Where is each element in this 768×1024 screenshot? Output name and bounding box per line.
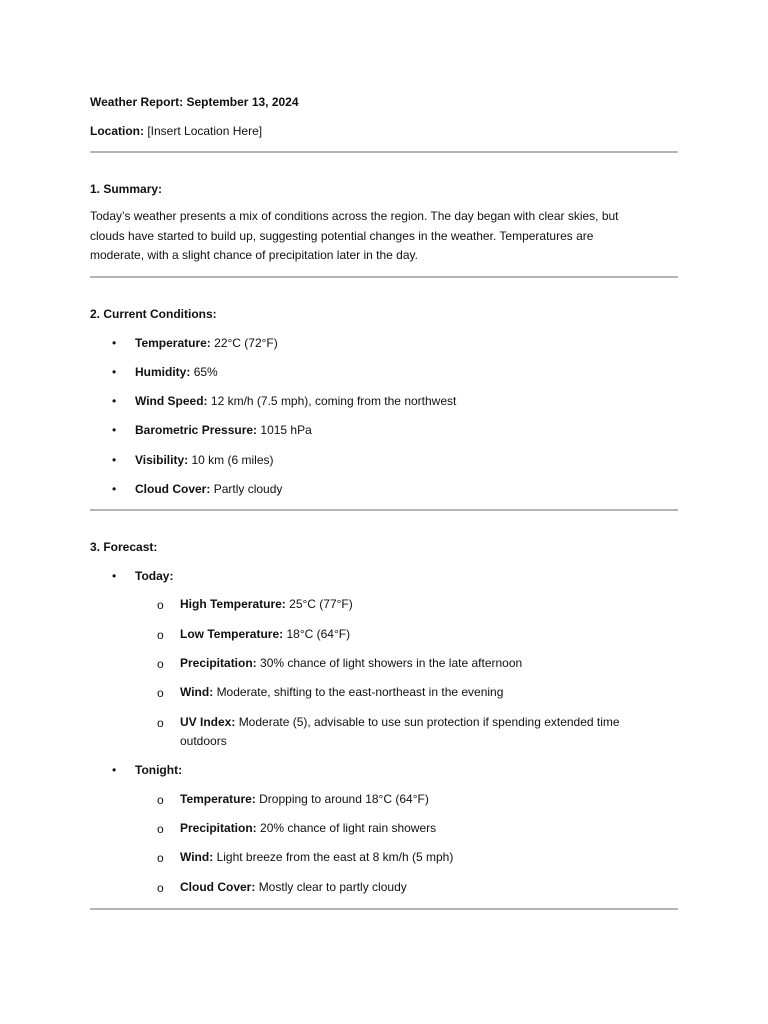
summary-text: Today’s weather presents a mix of conditions across the region. The day began with clear skies, but clouds have started to build up, suggesting potential changes in the weather. Temperatures are moderate, with a slight chance of precipitation later in the day. [90, 209, 619, 262]
forecast-item-label: Wind: [180, 850, 214, 864]
bullet-icon: • [112, 763, 117, 777]
forecast-item [180, 790, 660, 809]
forecast-item-label: Cloud Cover: [180, 880, 256, 894]
sub-bullet-icon: o [157, 851, 164, 865]
condition-value: 12 km/h (7.5 mph), coming from the northwest [210, 394, 457, 408]
bullet-icon: • [112, 482, 117, 496]
forecast-item-label: Low Temperature: [180, 627, 284, 641]
sub-bullet-icon: o [157, 716, 164, 730]
forecast-item-label: Precipitation: [180, 656, 257, 670]
bullet-icon: • [112, 453, 117, 467]
forecast-item-value: 18°C (64°F) [286, 627, 351, 641]
forecast-item-value: 30% chance of light showers in the late afternoon [260, 656, 523, 670]
condition-item [135, 393, 456, 409]
forecast-item-label: Wind: [180, 685, 214, 699]
bullet-icon: • [112, 423, 117, 437]
forecast-item-value: Light breeze from the east at 8 km/h (5 mph) [216, 850, 454, 864]
condition-label: Visibility: [135, 453, 189, 467]
location-value: [Insert Location Here] [147, 124, 263, 138]
forecast-item-label: Temperature: [180, 792, 256, 806]
sub-bullet-icon: o [157, 628, 164, 642]
forecast-item-label: Precipitation: [180, 821, 257, 835]
bullet-icon: • [112, 569, 117, 583]
condition-item [135, 452, 274, 468]
sub-bullet-icon: o [157, 598, 164, 612]
bullet-icon: • [112, 394, 117, 408]
condition-value: Partly cloudy [213, 482, 283, 496]
condition-value: 65% [193, 365, 218, 379]
sub-bullet-icon: o [157, 881, 164, 895]
divider [90, 509, 678, 511]
forecast-item-value: Dropping to around 18°C (64°F) [259, 792, 429, 806]
forecast-item [180, 683, 660, 702]
forecast-item-label: UV Index: [180, 715, 236, 729]
condition-label: Barometric Pressure: [135, 423, 258, 437]
forecast-item-value: 20% chance of light rain showers [260, 821, 437, 835]
forecast-item [180, 595, 660, 614]
divider [90, 908, 678, 910]
forecast-item-value: Mostly clear to partly cloudy [258, 880, 407, 894]
condition-item [135, 422, 312, 438]
forecast-item [180, 819, 660, 838]
forecast-item [180, 878, 660, 897]
condition-value: 10 km (6 miles) [191, 453, 274, 467]
forecast-item [180, 713, 660, 751]
forecast-item [180, 625, 660, 644]
forecast-item-value: 25°C (77°F) [289, 597, 353, 611]
condition-item [135, 481, 282, 497]
forecast-item-value: Moderate, shifting to the east-northeast in the evening [216, 685, 504, 699]
forecast-heading: 3. Forecast: [90, 540, 158, 554]
condition-label: Temperature: [135, 336, 211, 350]
sub-bullet-icon: o [157, 822, 164, 836]
bullet-icon: • [112, 336, 117, 350]
sub-bullet-icon: o [157, 686, 164, 700]
summary-heading: 1. Summary: [90, 182, 163, 196]
condition-label: Humidity: [135, 365, 191, 379]
condition-value: 22°C (72°F) [214, 336, 278, 350]
forecast-item-value: Moderate (5), advisable to use sun protection if spending extended time outdoors [180, 715, 620, 748]
condition-value: 1015 hPa [260, 423, 312, 437]
forecast-today-label: Today: [135, 569, 174, 583]
divider [90, 276, 678, 278]
forecast-item-label: High Temperature: [180, 597, 286, 611]
current-conditions-heading: 2. Current Conditions: [90, 307, 217, 321]
bullet-icon: • [112, 365, 117, 379]
report-title: Weather Report: September 13, 2024 [90, 95, 299, 109]
condition-label: Cloud Cover: [135, 482, 211, 496]
forecast-tonight-label: Tonight: [135, 763, 183, 777]
forecast-item [180, 848, 660, 867]
condition-item [135, 335, 278, 351]
condition-label: Wind Speed: [135, 394, 208, 408]
sub-bullet-icon: o [157, 793, 164, 807]
condition-item [135, 364, 218, 380]
forecast-item [180, 654, 660, 673]
location-line [90, 123, 262, 139]
divider [90, 151, 678, 153]
location-label: Location: [90, 124, 144, 138]
sub-bullet-icon: o [157, 657, 164, 671]
